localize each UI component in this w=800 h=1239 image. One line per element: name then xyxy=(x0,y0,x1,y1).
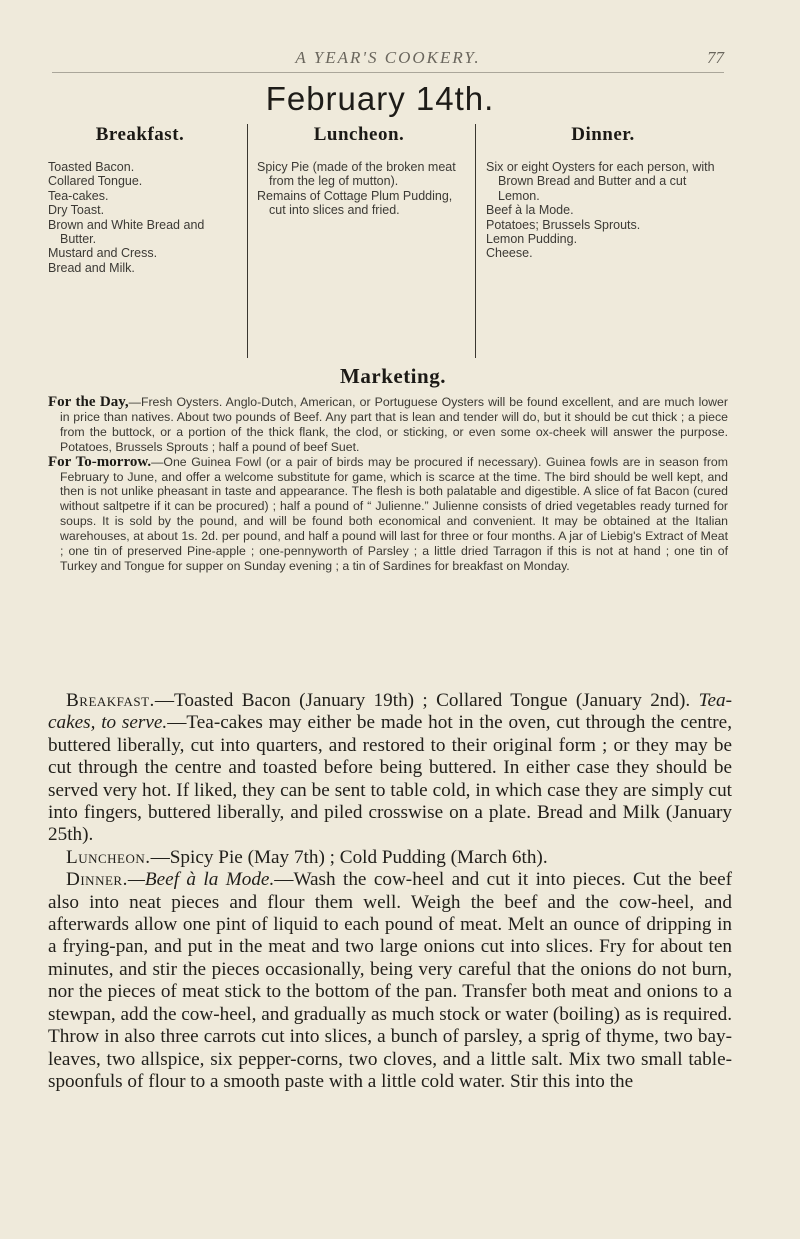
dinner-item: Six or eight Oysters for each person, with Brown Bread and Butter and a cut Lemon. xyxy=(486,160,715,203)
breakfast-list xyxy=(48,160,232,275)
marketing-section xyxy=(48,395,728,574)
breakfast-column xyxy=(48,124,232,352)
marketing-text: —One Guinea Fowl (or a pair of birds may be procured if necessary). Guinea fowls are in season from February to June, and offer a welcome substitute for game, which is scarce at the time. The bird should be well kept, and then is not unlike pheasant in taste and appearance. The flesh is both palatable and digestible. A slice of fat Bacon (cured without saltpetre if it can be procured) ; half a pound of “ Julienne.” Julienne consists of dried vegetables ready turned for soups. It is sold by the pound, and will be found both economical and convenient. It may be obtained at the Italian warehouses, at about 1s. 2d. per pound, and half a pound will last for three or four months. A jar of Liebig's Extract of Meat ; one tin of preserved Pine-apple ; one-pennyworth of Parsley ; a little dried Tarragon if this is not at hand ; one tin of Turkey and Tongue for supper on Sunday evening ; a tin of Sardines for breakfast on Monday. xyxy=(60,454,728,573)
luncheon-list xyxy=(257,160,461,218)
column-divider xyxy=(475,124,476,358)
breakfast-item: Toasted Bacon. xyxy=(48,160,135,174)
breakfast-item: Brown and White Bread and Butter. xyxy=(48,217,205,247)
luncheon-item: Spicy Pie (made of the broken meat from the leg of mutton). xyxy=(257,160,456,189)
marketing-paragraph xyxy=(48,395,728,455)
dinner-item: Cheese. xyxy=(486,246,533,261)
header-rule xyxy=(52,72,724,73)
dinner-heading: Dinner. xyxy=(571,124,635,145)
recipe-luncheon xyxy=(48,847,732,869)
running-title: A YEAR'S COOKERY. xyxy=(295,48,481,67)
recipe-label: Dinner. xyxy=(66,869,128,891)
date-title: February 14th. xyxy=(265,80,495,117)
dinner-item: Lemon Pudding. xyxy=(486,232,578,247)
recipe-subtitle: —Beef à la Mode. xyxy=(127,869,275,891)
recipe-breakfast xyxy=(48,690,732,847)
menu-columns xyxy=(48,124,724,356)
recipe-subtitle: Tea-cakes, to serve. xyxy=(48,690,732,734)
recipes-section xyxy=(48,690,732,1093)
recipe-text: —Tea-cakes may either be made hot in the oven, cut through the centre, buttered liberally, cut into quarters, and restored to their original form ; or they may be cut through the centre and toasted before being buttered. In either case they should be served very hot. If liked, they can be sent to table cold, in which case they are simply cut into fingers, buttered liberally, and piled crosswise on a plate. Bread and Milk (January 25th). xyxy=(48,712,732,846)
dinner-item: Potatoes; Brussels Sprouts. xyxy=(486,217,641,232)
luncheon-column xyxy=(257,124,461,352)
breakfast-item: Dry Toast. xyxy=(48,203,105,218)
dinner-item: Beef à la Mode. xyxy=(486,203,574,218)
recipe-text: —Spicy Pie (May 7th) ; Cold Pudding (March 6th). xyxy=(150,846,548,868)
breakfast-item: Collared Tongue. xyxy=(48,174,143,189)
page-number: 77 xyxy=(707,48,724,67)
breakfast-item: Tea-cakes. xyxy=(48,188,109,203)
recipe-label: Luncheon. xyxy=(66,846,151,868)
recipe-label: Breakfast. xyxy=(66,690,155,711)
breakfast-item: Mustard and Cress. xyxy=(48,246,158,261)
marketing-heading: Marketing. xyxy=(340,364,446,388)
running-head xyxy=(52,48,724,76)
recipe-text: —Toasted Bacon (January 19th) ; Collared Tongue (January 2nd). xyxy=(154,690,699,711)
breakfast-heading: Breakfast. xyxy=(95,124,185,145)
marketing-lead: For To-morrow. xyxy=(48,453,152,470)
luncheon-item: Remains of Cottage Plum Pudding, cut into slices and fried. xyxy=(257,188,453,218)
marketing-paragraph xyxy=(48,455,728,574)
column-divider xyxy=(247,124,248,358)
marketing-text: —Fresh Oysters. Anglo-Dutch, American, or Portuguese Oysters will be found excellent, and are much lower in price than natives. About two pounds of Beef. Any part that is lean and tender will do, but it should be cut thick ; a piece from the buttock, or a portion of the thick flank, the clod, or sticking, or even some ox-cheek will answer the purpose. Potatoes, Brussels Sprouts ; half a pound of beef Suet. xyxy=(60,395,728,454)
recipe-text: —Wash the cow-heel and cut it into pieces. Cut the beef also into neat pieces and flour them well. Weigh the beef and the cow-heel, and afterwards allow one pint of liquid to each pound of meat. Melt an ounce of dripping in a frying-pan, and put in the meat and two large onions cut into slices. Fry for about ten minutes, and stir the pieces occasionally, being very careful that the onions do not burn, nor the pieces of meat stick to the bottom of the pan. Transfer both meat and onions to a stewpan, add the cow-heel, and gradually as much stock or water (boiling) as is required. Throw in also three carrots cut into slices, a bunch of parsley, a sprig of thyme, two bay-leaves, two allspice, six pepper-corns, two cloves, and a little salt. Mix two small table-spoonfuls of flour to a smooth paste with a little cold water. Stir this into the xyxy=(48,869,732,1092)
breakfast-item: Bread and Milk. xyxy=(48,260,135,275)
marketing-lead: For the Day, xyxy=(48,394,129,410)
dinner-list xyxy=(486,160,720,261)
dinner-column xyxy=(486,124,720,352)
recipe-dinner xyxy=(48,869,732,1093)
luncheon-heading: Luncheon. xyxy=(313,124,405,145)
